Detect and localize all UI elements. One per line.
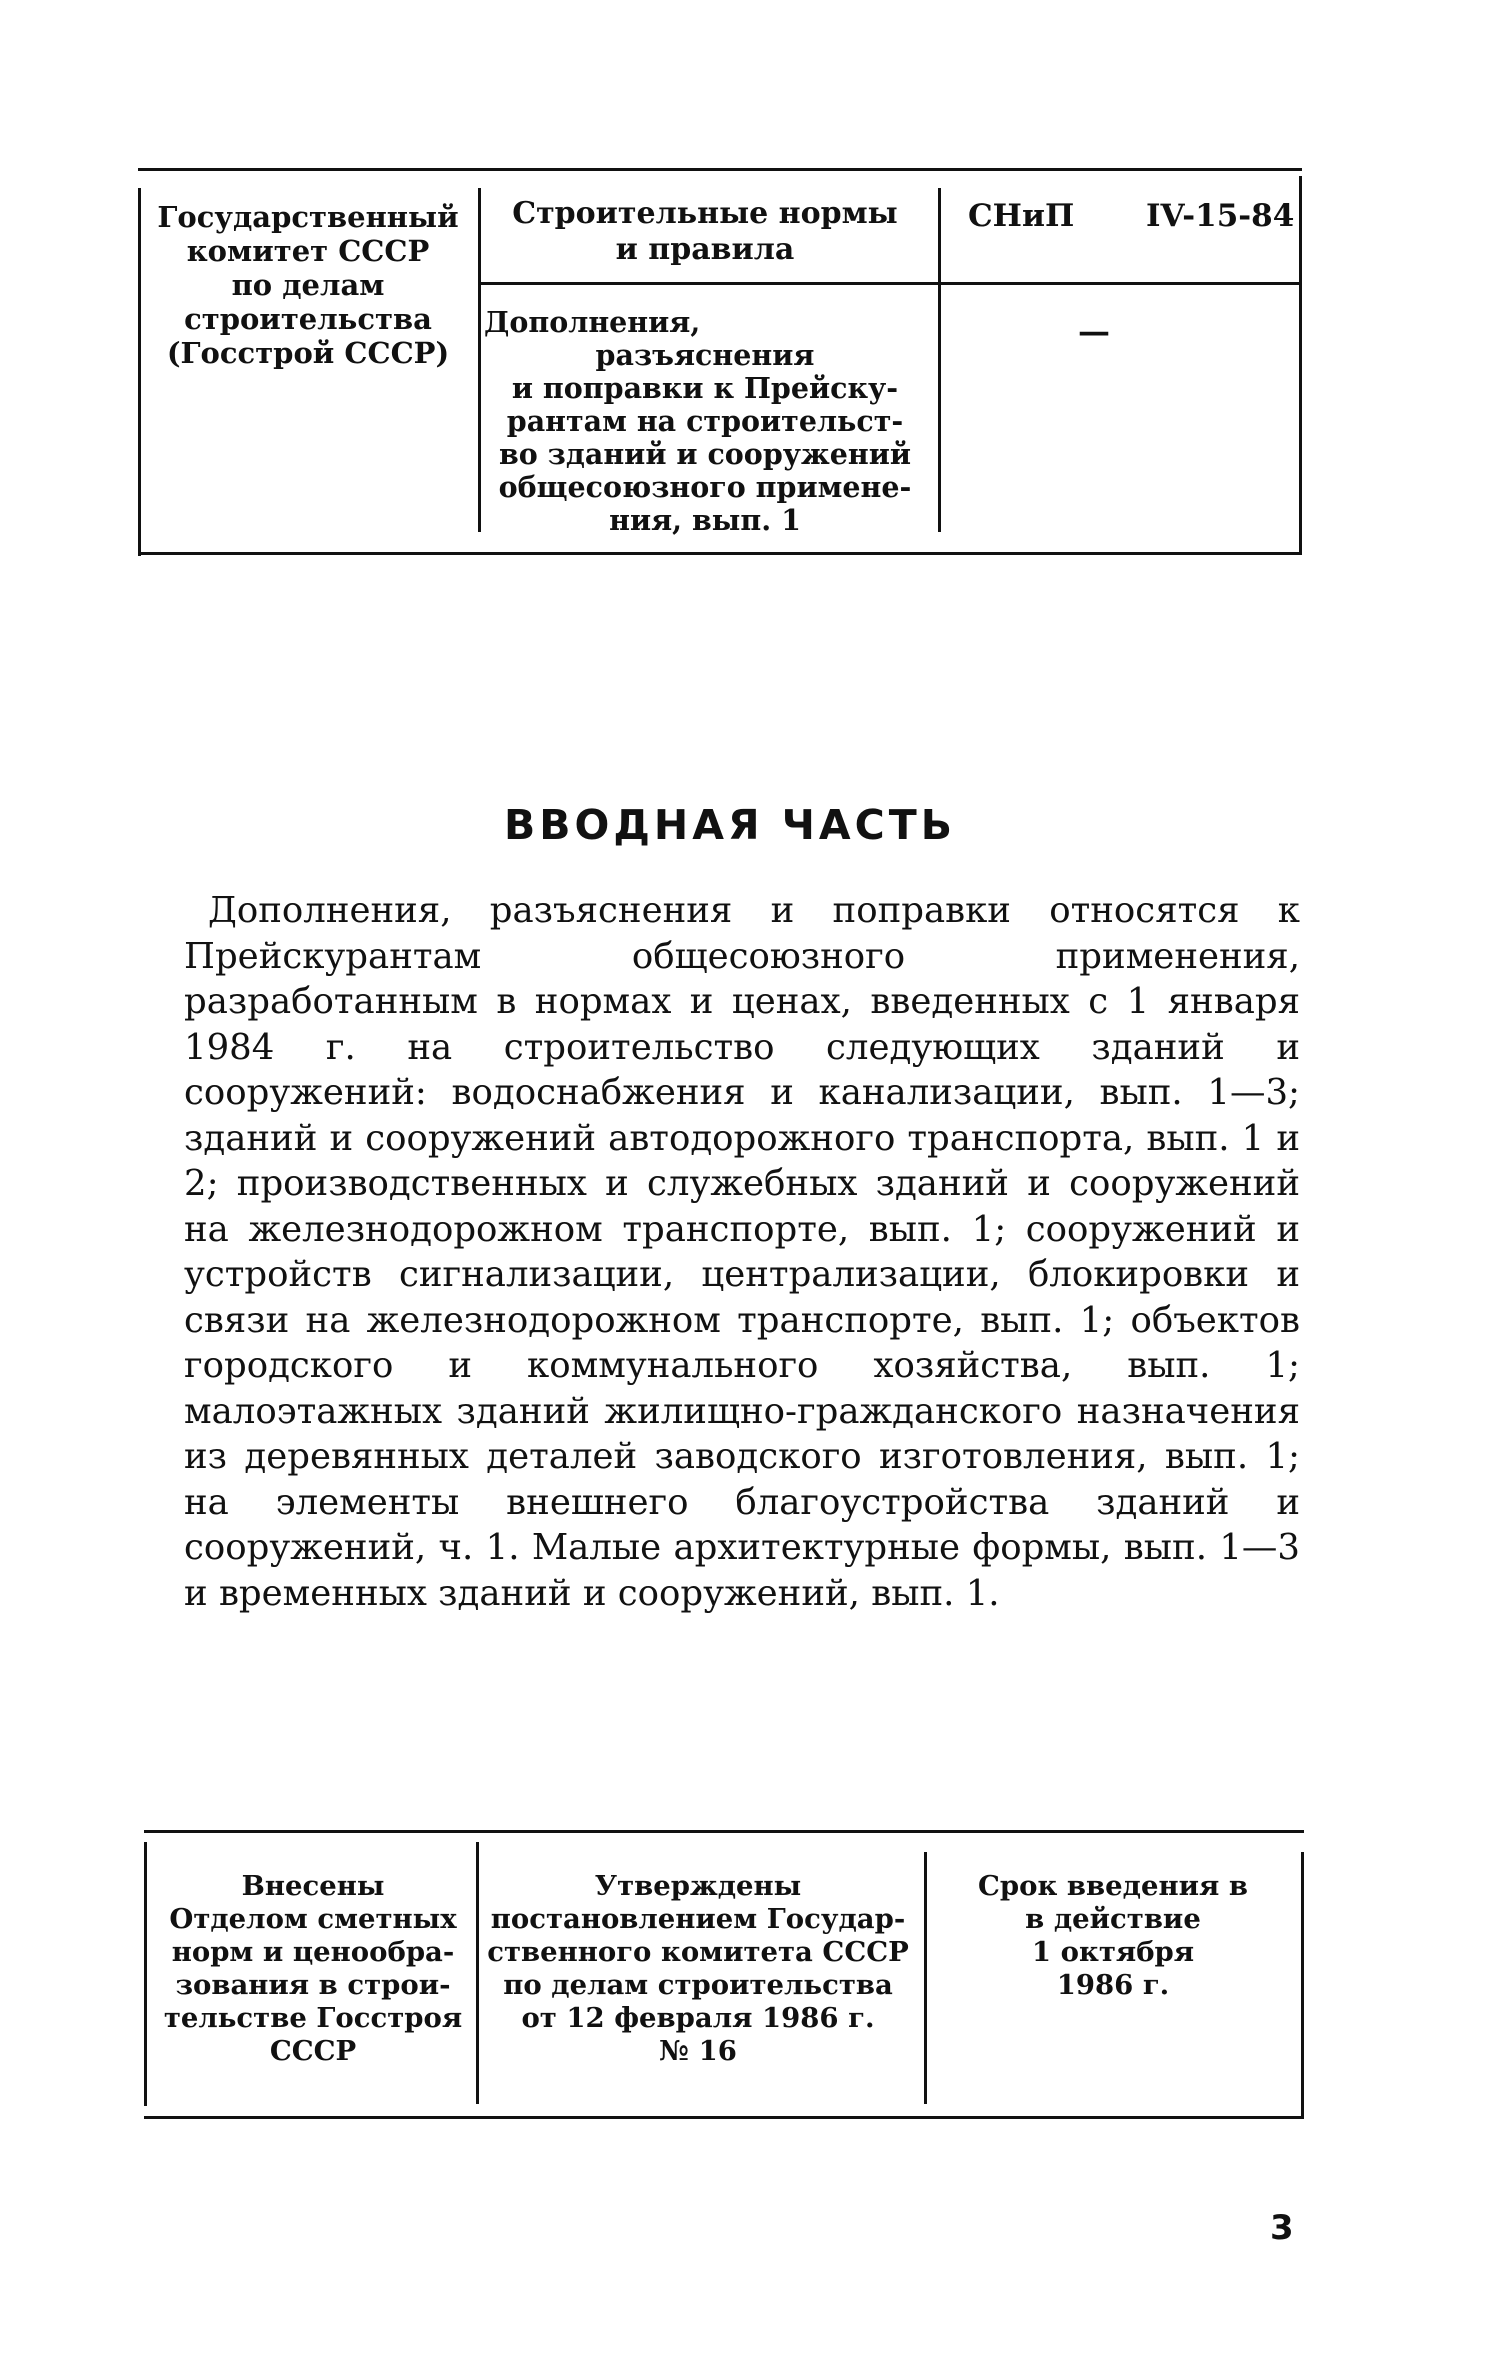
effective-line: в действие xyxy=(1025,1903,1201,1935)
introduced-line: Отделом сметных xyxy=(169,1903,457,1935)
section-title: ВВОДНАЯ ЧАСТЬ xyxy=(504,801,956,849)
header-divider-2 xyxy=(938,188,941,532)
doc-type-line: и правила xyxy=(615,232,795,267)
footer-top-rule xyxy=(144,1830,1304,1833)
footer-divider-2 xyxy=(924,1852,927,2104)
effective-line: 1986 г. xyxy=(1056,1969,1170,2001)
subtitle-line: рантам на строительст- xyxy=(506,404,904,438)
approved-line: № 16 xyxy=(659,2035,737,2067)
header-left-rule xyxy=(138,188,141,556)
agency-line: комитет СССР xyxy=(186,234,430,268)
header-divider-1 xyxy=(478,188,481,532)
agency-name xyxy=(142,200,474,370)
code-name: СНиП xyxy=(968,198,1075,234)
subtitle-line: Дополнения, разъяснения xyxy=(484,305,815,372)
footer-table xyxy=(144,1830,1304,2120)
introduced-by xyxy=(154,1870,472,2068)
intro-text: Дополнения, разъяснения и поправки относятся к Прейскурантам общесоюзного применения, разработанным в нормах и ценах, введенных с 1 января 1984 г. на строительство следующих зданий и сооружений: водоснабжения и канализации, вып. 1—3; зданий и сооружений автодорожного транспорта, вып. 1 и 2; производственных и служебных зданий и сооружений на железнодорожном транспорте, вып. 1; сооружений и устройств сигнализации, централизации, блокировки и связи на железнодорожном транспорте, вып. 1; объектов городского и коммунального хозяйства, вып. 1; малоэтажных зданий жилищно-гражданского назначения из деревянных деталей заводского изготовления, вып. 1; на элементы внешнего благоустройства зданий и сооружений, ч. 1. Малые архитектурные формы, вып. 1—3 и временных зданий и сооружений, вып. 1. xyxy=(184,890,1300,1614)
approved-line: постановлением Государ- xyxy=(490,1903,906,1935)
subtitle-line: во зданий и сооружений xyxy=(498,437,912,471)
effective-line: Срок введения в xyxy=(978,1870,1248,1902)
footer-left-rule xyxy=(144,1842,147,2106)
agency-line: строительства xyxy=(184,302,432,336)
header-inner-rule xyxy=(478,282,1302,285)
approved-by xyxy=(484,1870,912,2068)
subtitle-line: ния, вып. 1 xyxy=(609,503,801,537)
footer-divider-1 xyxy=(476,1842,479,2104)
agency-line: Государственный xyxy=(157,200,459,234)
doc-type-line: Строительные нормы xyxy=(512,196,898,231)
intro-paragraph xyxy=(184,888,1300,1616)
header-bottom-rule xyxy=(138,552,1302,555)
effective-date xyxy=(944,1870,1282,2002)
introduced-line: Внесены xyxy=(241,1870,385,1902)
code-number: IV-15-84 xyxy=(1146,198,1295,234)
introduced-line: норм и ценообра- xyxy=(171,1936,455,1968)
agency-line: по делам xyxy=(231,268,385,302)
footer-bottom-rule xyxy=(144,2116,1304,2119)
effective-line: 1 октября xyxy=(1031,1936,1195,1968)
subtitle-line: и поправки к Прейску- xyxy=(511,371,899,405)
replaces-dash: — xyxy=(1078,312,1110,350)
header-table xyxy=(138,168,1302,555)
approved-line: Утверждены xyxy=(594,1870,802,1902)
approved-line: от 12 февраля 1986 г. xyxy=(521,2002,875,2034)
introduced-line: тельстве Госстроя xyxy=(163,2002,463,2034)
footer-right-rule xyxy=(1301,1852,1304,2118)
header-top-rule xyxy=(138,168,1302,171)
introduced-line: СССР xyxy=(269,2035,357,2067)
approved-line: ственного комитета СССР xyxy=(487,1936,909,1968)
doc-type xyxy=(484,196,926,268)
page-number: 3 xyxy=(1270,2208,1294,2248)
agency-line: (Госстрой СССР) xyxy=(166,336,450,370)
subtitle-line: общесоюзного примене- xyxy=(498,470,912,504)
approved-line: по делам строительства xyxy=(503,1969,893,2001)
introduced-line: зования в строи- xyxy=(175,1969,451,2001)
doc-subtitle xyxy=(484,306,926,537)
header-right-rule xyxy=(1299,176,1302,554)
